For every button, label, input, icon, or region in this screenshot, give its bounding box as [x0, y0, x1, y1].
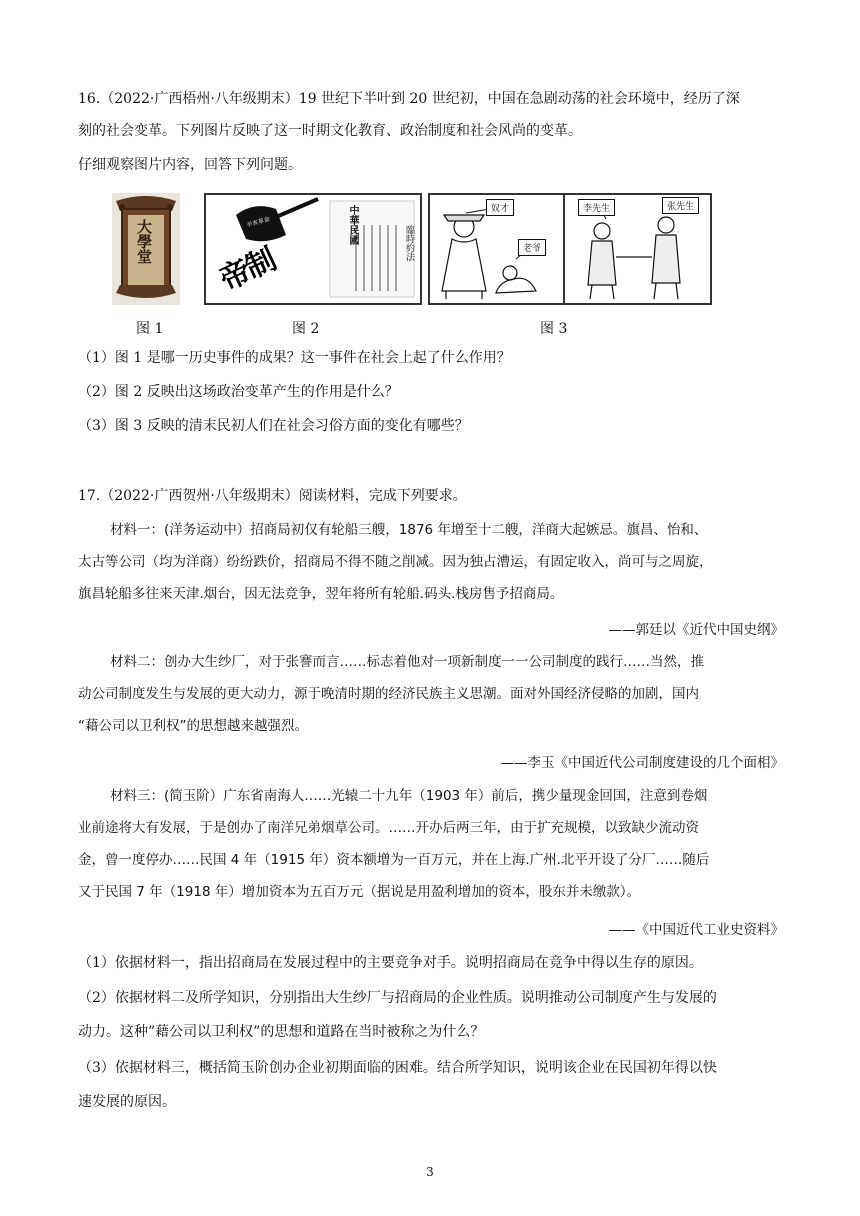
bubble-slave: 奴才 — [486, 199, 514, 216]
figure-3-caption: 图 3 — [540, 321, 568, 337]
material-3-line3: 金，曾一度停办……民国 4 年（1915 年）资本额增为一百万元，并在上海.广州.北平开设了分厂……随后 — [78, 852, 710, 868]
q17-stem: 17.（2022·广西贺州·八年级期末）阅读材料，完成下列要求。 — [78, 488, 467, 504]
q16-subquestion-3: （3）图 3 反映的清末民初人们在社会习俗方面的变化有哪些？ — [78, 418, 469, 434]
q17-subquestion-2-line2: 动力。这种”藉公司以卫利权”的思想和道路在当时被称之为什么？ — [78, 1024, 485, 1040]
figure-1-plaque — [112, 193, 180, 305]
bubble-mr-li: 李先生 — [578, 199, 615, 216]
material-1-source: ——郭廷以《近代中国史纲》 — [608, 622, 784, 638]
figure-2-caption: 图 2 — [292, 321, 320, 337]
material-2-line3: “藉公司以卫利权”的思想越来越强烈。 — [78, 718, 308, 734]
material-2-line2: 动公司制度发生与发展的更大动力，源于晚清时期的经济民族主义思潮。面对外国经济侵略的加剧，国内 — [78, 686, 699, 702]
q16-stem-line1: 16.（2022·广西梧州·八年级期末）19 世纪下半叶到 20 世纪初，中国在急剧动荡的社会环境中，经历了深 — [78, 91, 740, 107]
q17-subquestion-3-line2: 速发展的原因。 — [78, 1094, 176, 1110]
bubble-master: 老爷 — [518, 239, 546, 256]
q17-subquestion-1: （1）依据材料一，指出招商局在发展过程中的主要竞争对手。说明招商局在竞争中得以生存的原因。 — [78, 955, 703, 971]
page-number: 3 — [426, 1165, 434, 1179]
q17-subquestion-2-line1: （2）依据材料二及所学知识，分别指出大生纱厂与招商局的企业性质。说明推动公司制度产生与发展的 — [78, 990, 717, 1006]
imperial-system-text: 帝制 — [214, 242, 281, 298]
material-3-line4: 又于民国 7 年（1918 年）增加资本为五百万元（据说是用盈利增加的资本，股东并未缴款）。 — [78, 884, 641, 900]
material-1-line3: 旗昌轮船多往来天津.烟台，因无法竞争，翌年将所有轮船.码头.栈房售予招商局。 — [78, 586, 564, 602]
q16-stem-line2: 刻的社会变革。下列图片反映了这一时期文化教育、政治制度和社会风尚的变革。 — [78, 123, 582, 139]
material-1-line2: 太古等公司（均为洋商）纷纷跌价，招商局不得不随之削减。因为独占漕运，有固定收入，尚可与之周旋， — [78, 554, 713, 570]
constitution-subtitle: 臨時約法 — [404, 225, 414, 261]
material-3-line2: 业前途将大有发展，于是创办了南洋兄弟烟草公司。……开办后两三年，由于扩充规模，以致缺少流动资 — [78, 820, 699, 836]
figure-1-caption: 图 1 — [136, 321, 164, 337]
material-3-source: ——《中国近代工业史资料》 — [608, 922, 784, 938]
figure-3 — [428, 193, 712, 305]
plaque-text: 大學堂 — [135, 219, 153, 264]
q16-subquestion-2: （2）图 2 反映出这场政治变革产生的作用是什么？ — [78, 384, 399, 400]
material-2-source: ——李玉《中国近代公司制度建设的几个面相》 — [500, 755, 784, 771]
q17-subquestion-3-line1: （3）依据材料三，概括简玉阶创办企业初期面临的困难。结合所学知识，说明该企业在民国初年得以快 — [78, 1060, 717, 1076]
material-1-line1: 材料一：(洋务运动中）招商局初仅有轮船三艘，1876 年增至十二艘，洋商大起嫉忌。旗昌、怡和、 — [110, 522, 708, 538]
constitution-heading: 中華民國 — [347, 205, 358, 245]
material-2-line1: 材料二：创办大生纱厂，对于张謇而言……标志着他对一项新制度一一公司制度的践行……当然，推 — [110, 654, 704, 670]
figure-2 — [204, 193, 422, 305]
axe-label: 辛亥革命 — [245, 215, 271, 229]
q16-subquestion-1: （1）图 1 是哪一历史事件的成果？这一事件在社会上起了什么作用？ — [78, 350, 511, 366]
bubble-mr-zhang: 张先生 — [662, 197, 699, 214]
material-3-line1: 材料三：(简玉阶）广东省南海人……光辕二十九年（1903 年）前后，携少量现金回国，注意到卷烟 — [110, 788, 708, 804]
q16-stem-line3: 仔细观察图片内容，回答下列问题。 — [78, 157, 302, 173]
